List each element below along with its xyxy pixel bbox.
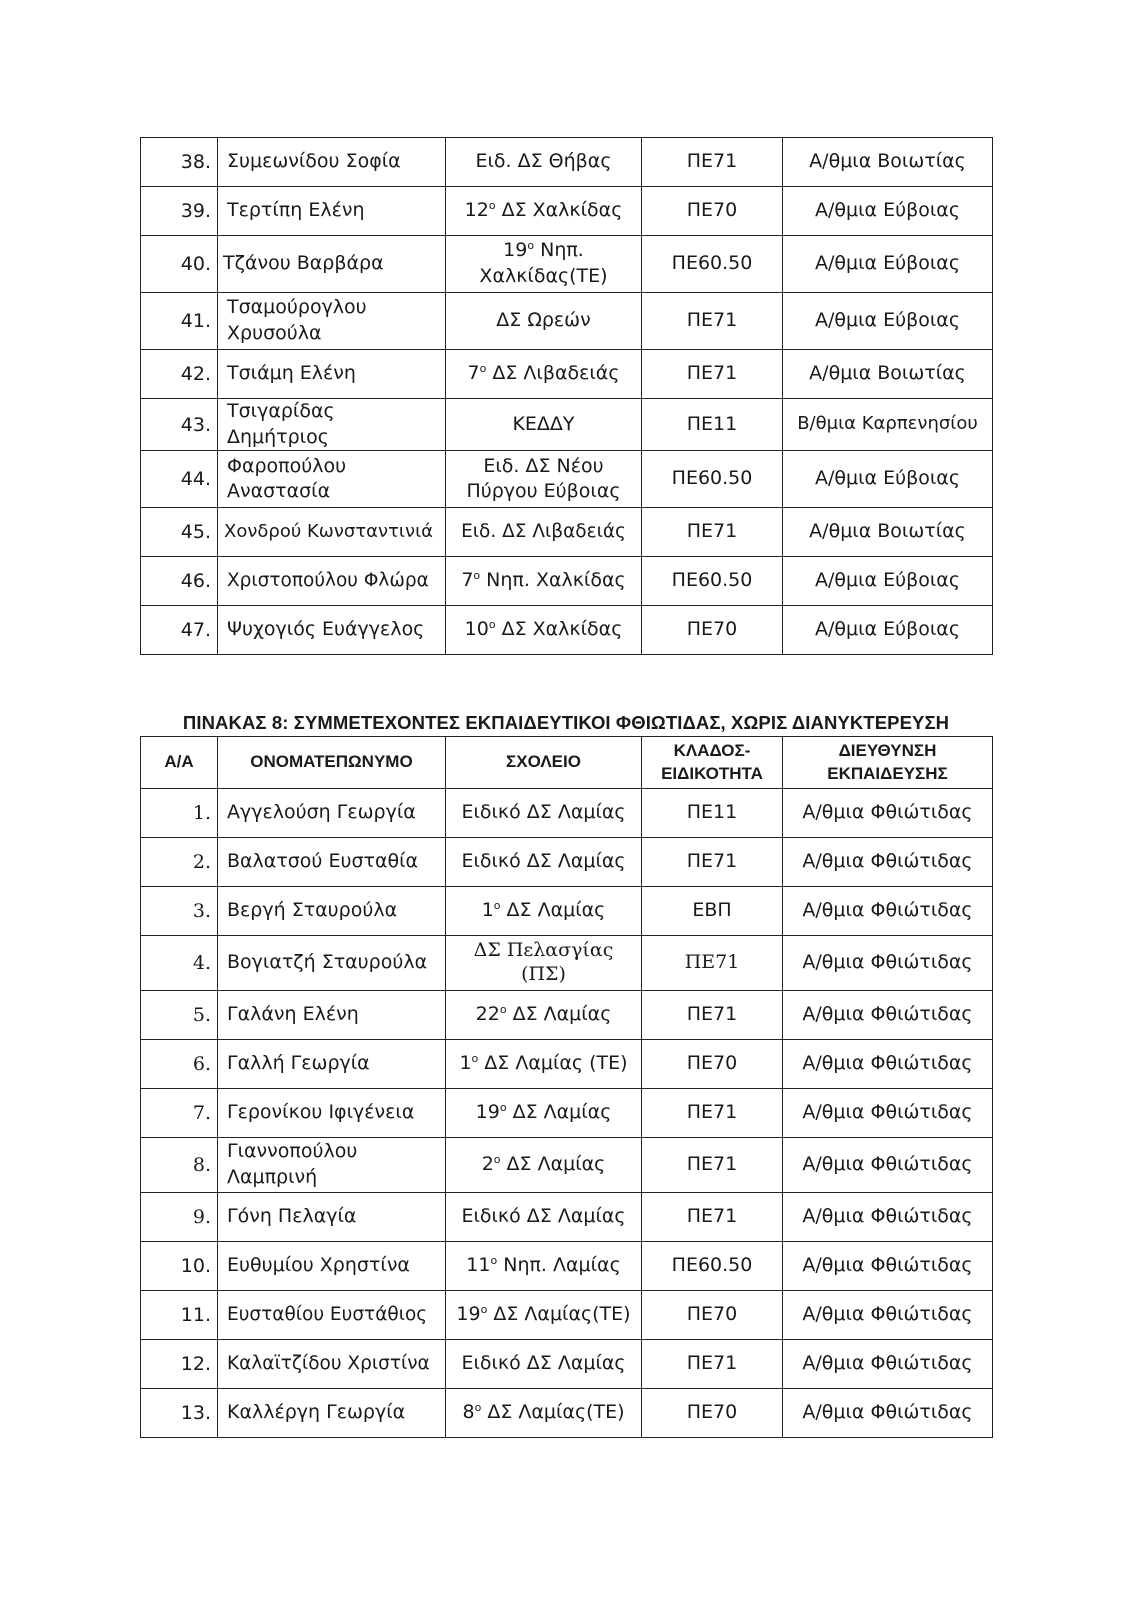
directorate: Α/θμια Βοιωτίας bbox=[783, 350, 993, 399]
row-number: 12. bbox=[141, 1340, 218, 1389]
directorate: Α/θμια Φθιώτιδας bbox=[783, 1138, 993, 1193]
teachers-table-fthiotida bbox=[140, 736, 993, 1438]
school: ΚΕΔΔΥ bbox=[446, 399, 642, 451]
school: Ειδικό ΔΣ Λαμίας bbox=[446, 838, 642, 887]
directorate: Α/θμια Φθιώτιδας bbox=[783, 1291, 993, 1340]
branch: ΠΕ71 bbox=[642, 1193, 783, 1242]
header-directorate: ΔΙΕΥΘΥΝΣΗ ΕΚΠΑΙΔΕΥΣΗΣ bbox=[783, 737, 993, 789]
directorate: Α/θμια Εύβοιας bbox=[783, 293, 993, 350]
table-row bbox=[141, 789, 993, 838]
header-name: ΟΝΟΜΑΤΕΠΩΝΥΜΟ bbox=[218, 737, 446, 789]
directorate: Α/θμια Φθιώτιδας bbox=[783, 1340, 993, 1389]
table-row bbox=[141, 1040, 993, 1089]
teacher-name: Τσιάμη Ελένη bbox=[218, 350, 446, 399]
header-school: ΣΧΟΛΕΙΟ bbox=[446, 737, 642, 789]
table-row bbox=[141, 936, 993, 991]
directorate: Α/θμια Φθιώτιδας bbox=[783, 789, 993, 838]
directorate: Β/θμια Καρπενησίου bbox=[783, 399, 993, 451]
teacher-name: Τσιγαρίδας Δημήτριος bbox=[218, 399, 446, 451]
teacher-name: Τσαμούρογλου Χρυσούλα bbox=[218, 293, 446, 350]
row-number: 11. bbox=[141, 1291, 218, 1340]
branch: ΠΕ71 bbox=[642, 350, 783, 399]
teacher-name: Βεργή Σταυρούλα bbox=[218, 887, 446, 936]
school: Ειδ. ΔΣ Νέου Πύργου Εύβοιας bbox=[446, 451, 642, 508]
table-row bbox=[141, 350, 993, 399]
teacher-name: Καλλέργη Γεωργία bbox=[218, 1389, 446, 1438]
table-row bbox=[141, 451, 993, 508]
directorate: Α/θμια Εύβοιας bbox=[783, 557, 993, 606]
branch: ΠΕ70 bbox=[642, 1040, 783, 1089]
table-row bbox=[141, 1193, 993, 1242]
row-number: 40. bbox=[141, 236, 218, 293]
table-row bbox=[141, 1089, 993, 1138]
directorate: Α/θμια Βοιωτίας bbox=[783, 138, 993, 187]
directorate: Α/θμια Φθιώτιδας bbox=[783, 991, 993, 1040]
table-row bbox=[141, 236, 993, 293]
row-number: 45. bbox=[141, 508, 218, 557]
teacher-name: Ευθυμίου Χρηστίνα bbox=[218, 1242, 446, 1291]
teacher-name: Βογιατζή Σταυρούλα bbox=[218, 936, 446, 991]
table-row bbox=[141, 838, 993, 887]
school: $19^o$ ΔΣ Λαμίας(ΤΕ) bbox=[446, 1291, 642, 1340]
teacher-name: Αγγελούση Γεωργία bbox=[218, 789, 446, 838]
row-number: 39. bbox=[141, 187, 218, 236]
row-number: 47. bbox=[141, 606, 218, 655]
directorate: Α/θμια Φθιώτιδας bbox=[783, 1193, 993, 1242]
teacher-name: Φαροπούλου Αναστασία bbox=[218, 451, 446, 508]
branch: ΠΕ71 bbox=[642, 1089, 783, 1138]
table-row bbox=[141, 293, 993, 350]
branch: ΠΕ71 bbox=[642, 991, 783, 1040]
teachers-table-continued bbox=[140, 137, 993, 655]
branch: ΠΕ70 bbox=[642, 606, 783, 655]
directorate: Α/θμια Εύβοιας bbox=[783, 451, 993, 508]
school: Ειδ. ΔΣ Θήβας bbox=[446, 138, 642, 187]
table-row bbox=[141, 1340, 993, 1389]
school: $1^o$ ΔΣ Λαμίας (ΤΕ) bbox=[446, 1040, 642, 1089]
directorate: Α/θμια Βοιωτίας bbox=[783, 508, 993, 557]
teacher-name: Γαλάνη Ελένη bbox=[218, 991, 446, 1040]
table-row bbox=[141, 187, 993, 236]
school: Ειδικό ΔΣ Λαμίας bbox=[446, 1340, 642, 1389]
branch: ΠΕ71 bbox=[642, 293, 783, 350]
table-row bbox=[141, 1242, 993, 1291]
directorate: Α/θμια Φθιώτιδας bbox=[783, 1089, 993, 1138]
school: $10^o$ ΔΣ Χαλκίδας bbox=[446, 606, 642, 655]
directorate: Α/θμια Εύβοιας bbox=[783, 606, 993, 655]
branch: ΠΕ71 bbox=[642, 1138, 783, 1193]
table-row bbox=[141, 399, 993, 451]
table-title: ΠΙΝΑΚΑΣ 8: ΣΥΜΜΕΤΕΧΟΝΤΕΣ ΕΚΠΑΙΔΕΥΤΙΚΟΙ ΦΘΙΩΤΙΔΑΣ, ΧΩΡΙΣ ΔΙΑΝΥΚΤΕΡΕΥΣΗ bbox=[182, 712, 950, 733]
branch: ΠΕ60.50 bbox=[642, 451, 783, 508]
school: $8^o$ ΔΣ Λαμίας(ΤΕ) bbox=[446, 1389, 642, 1438]
teacher-name: Ευσταθίου Ευστάθιος bbox=[218, 1291, 446, 1340]
row-number: 9. bbox=[141, 1193, 218, 1242]
table-row bbox=[141, 606, 993, 655]
school: ΔΣ Ωρεών bbox=[446, 293, 642, 350]
branch: ΠΕ71 bbox=[642, 936, 783, 991]
teacher-name: Ψυχογιός Ευάγγελος bbox=[218, 606, 446, 655]
teacher-name: Χριστοπούλου Φλώρα bbox=[218, 557, 446, 606]
row-number: 44. bbox=[141, 451, 218, 508]
branch: ΠΕ70 bbox=[642, 1291, 783, 1340]
directorate: Α/θμια Φθιώτιδας bbox=[783, 1040, 993, 1089]
table-row bbox=[141, 138, 993, 187]
table-row bbox=[141, 508, 993, 557]
teacher-name: Τερτίπη Ελένη bbox=[218, 187, 446, 236]
teacher-name: Χονδρού Κωνσταντινιά bbox=[218, 508, 446, 557]
school: Ειδικό ΔΣ Λαμίας bbox=[446, 1193, 642, 1242]
branch: ΠΕ11 bbox=[642, 399, 783, 451]
row-number: 6. bbox=[141, 1040, 218, 1089]
table-header-row bbox=[141, 737, 993, 789]
teacher-name: Συμεωνίδου Σοφία bbox=[218, 138, 446, 187]
school: $19^o$ ΔΣ Λαμίας bbox=[446, 1089, 642, 1138]
directorate: Α/θμια Εύβοιας bbox=[783, 236, 993, 293]
branch: ΠΕ11 bbox=[642, 789, 783, 838]
school: $2^o$ ΔΣ Λαμίας bbox=[446, 1138, 642, 1193]
branch: ΠΕ71 bbox=[642, 838, 783, 887]
branch: ΠΕ60.50 bbox=[642, 557, 783, 606]
table-row bbox=[141, 991, 993, 1040]
branch: ΠΕ60.50 bbox=[642, 1242, 783, 1291]
school: $11^o$ Νηπ. Λαμίας bbox=[446, 1242, 642, 1291]
row-number: 4. bbox=[141, 936, 218, 991]
row-number: 5. bbox=[141, 991, 218, 1040]
teacher-name: Γερονίκου Ιφιγένεια bbox=[218, 1089, 446, 1138]
school: ΔΣ Πελασγίας (ΠΣ) bbox=[446, 936, 642, 991]
table-row bbox=[141, 887, 993, 936]
branch: ΠΕ71 bbox=[642, 138, 783, 187]
branch: ΠΕ60.50 bbox=[642, 236, 783, 293]
table-row bbox=[141, 1389, 993, 1438]
row-number: 7. bbox=[141, 1089, 218, 1138]
table-row bbox=[141, 557, 993, 606]
school: Ειδ. ΔΣ Λιβαδειάς bbox=[446, 508, 642, 557]
teacher-name: Τζάνου Βαρβάρα bbox=[218, 236, 446, 293]
teacher-name: Καλαϊτζίδου Χριστίνα bbox=[218, 1340, 446, 1389]
row-number: 38. bbox=[141, 138, 218, 187]
teacher-name: Γαλλή Γεωργία bbox=[218, 1040, 446, 1089]
table-row bbox=[141, 1138, 993, 1193]
branch: ΕΒΠ bbox=[642, 887, 783, 936]
directorate: Α/θμια Εύβοιας bbox=[783, 187, 993, 236]
table-row bbox=[141, 1291, 993, 1340]
teacher-name: Βαλατσού Ευσταθία bbox=[218, 838, 446, 887]
school: $7^o$ ΔΣ Λιβαδειάς bbox=[446, 350, 642, 399]
teacher-name: Γιαννοπούλου Λαμπρινή bbox=[218, 1138, 446, 1193]
row-number: 8. bbox=[141, 1138, 218, 1193]
row-number: 10. bbox=[141, 1242, 218, 1291]
school: $7^o$ Νηπ. Χαλκίδας bbox=[446, 557, 642, 606]
directorate: Α/θμια Φθιώτιδας bbox=[783, 1389, 993, 1438]
school: $1^o$ ΔΣ Λαμίας bbox=[446, 887, 642, 936]
row-number: 46. bbox=[141, 557, 218, 606]
school: $22^o$ ΔΣ Λαμίας bbox=[446, 991, 642, 1040]
row-number: 43. bbox=[141, 399, 218, 451]
branch: ΠΕ71 bbox=[642, 1340, 783, 1389]
directorate: Α/θμια Φθιώτιδας bbox=[783, 887, 993, 936]
school: Ειδικό ΔΣ Λαμίας bbox=[446, 789, 642, 838]
teacher-name: Γόνη Πελαγία bbox=[218, 1193, 446, 1242]
branch: ΠΕ70 bbox=[642, 187, 783, 236]
row-number: 3. bbox=[141, 887, 218, 936]
directorate: Α/θμια Φθιώτιδας bbox=[783, 838, 993, 887]
school: $19^o$ Νηπ. Χαλκίδας(ΤΕ) bbox=[446, 236, 642, 293]
row-number: 13. bbox=[141, 1389, 218, 1438]
directorate: Α/θμια Φθιώτιδας bbox=[783, 936, 993, 991]
branch: ΠΕ71 bbox=[642, 508, 783, 557]
row-number: 2. bbox=[141, 838, 218, 887]
row-number: 42. bbox=[141, 350, 218, 399]
row-number: 1. bbox=[141, 789, 218, 838]
header-branch: ΚΛΑΔΟΣ- ΕΙΔΙΚΟΤΗΤΑ bbox=[642, 737, 783, 789]
school: $12^o$ ΔΣ Χαλκίδας bbox=[446, 187, 642, 236]
header-num: Α/Α bbox=[141, 737, 218, 789]
branch: ΠΕ70 bbox=[642, 1389, 783, 1438]
directorate: Α/θμια Φθιώτιδας bbox=[783, 1242, 993, 1291]
row-number: 41. bbox=[141, 293, 218, 350]
